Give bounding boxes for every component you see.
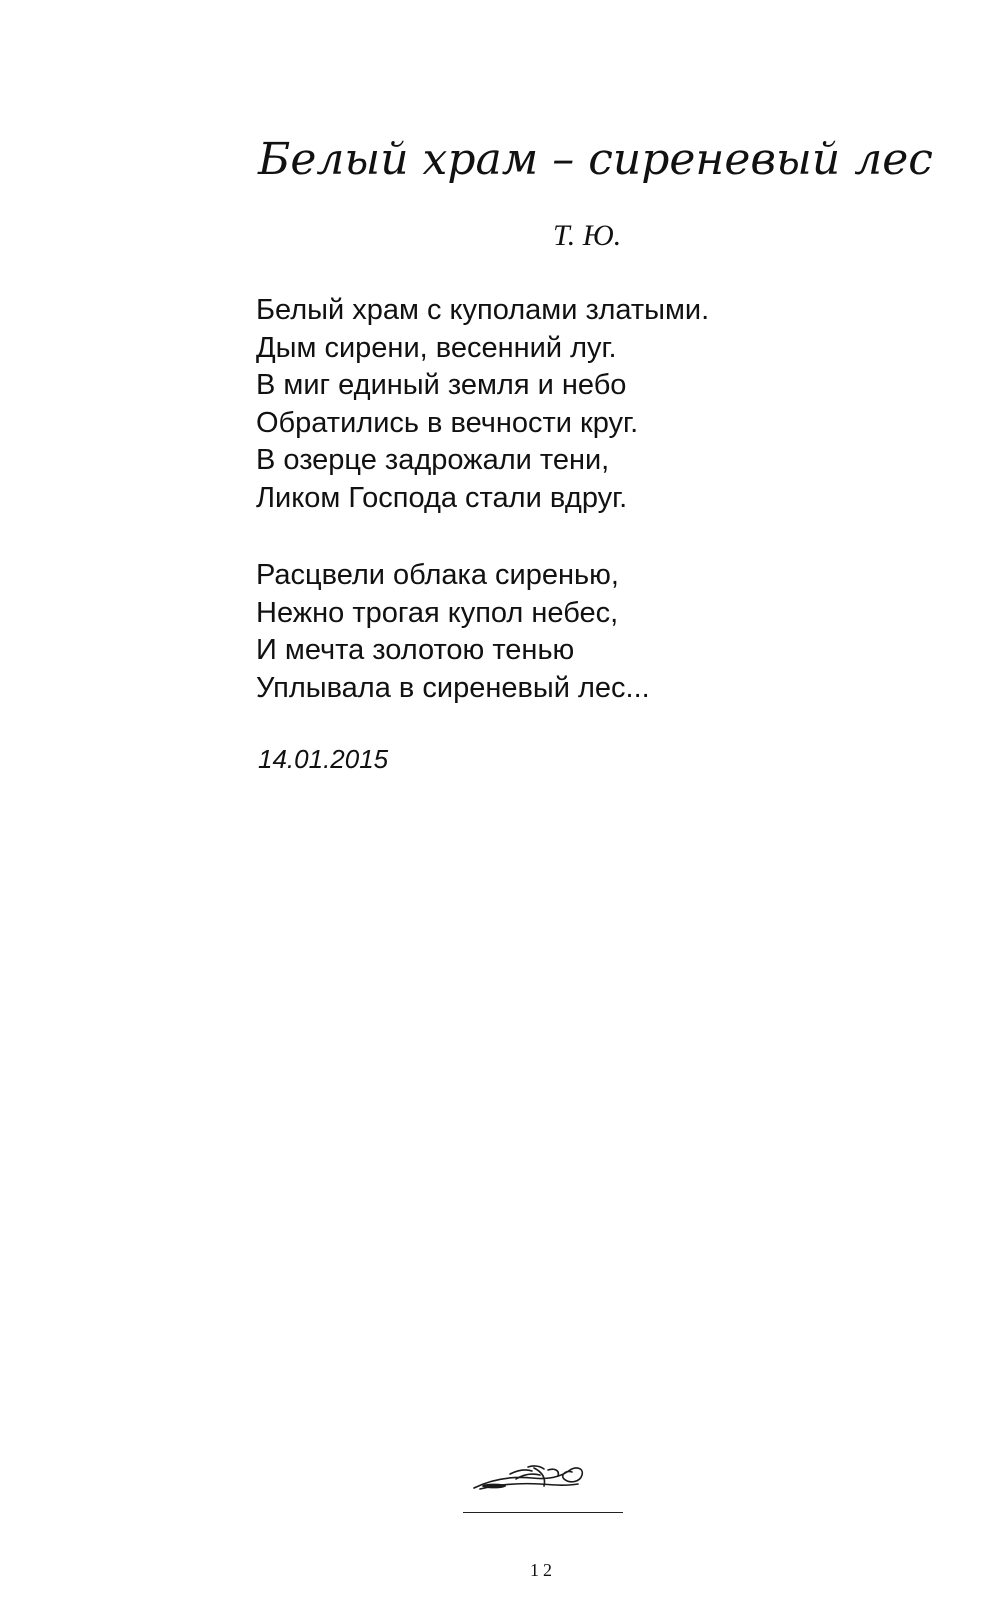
poem-stanza-1: [256, 292, 709, 517]
poem-line: Ликом Господа стали вдруг.: [256, 481, 628, 514]
poem-date: 14.01.2015: [258, 744, 389, 774]
poem-line: Расцвели облака сиренью,: [256, 559, 619, 591]
poem-stanza-2: [256, 557, 650, 707]
poem-line: Уплывала в сиреневый лес...: [256, 671, 650, 704]
poem-line: И мечта золотою тенью: [256, 634, 575, 666]
poem-line: Нежно трогая купол небес,: [256, 596, 619, 629]
poem-line: Обратились в вечности круг.: [256, 406, 639, 439]
poem-line: В озерце задрожали тени,: [256, 444, 610, 476]
page-number: 12: [530, 1560, 556, 1580]
poem-line: Дым сирени, весенний луг.: [256, 331, 617, 364]
flourish-ornament-icon: [470, 1458, 600, 1498]
poem-title: Белый храм – сиреневый лес: [258, 134, 933, 185]
footer-divider: [463, 1512, 623, 1513]
poem-line: Белый храм с куполами златыми.: [256, 294, 710, 326]
poem-line: В миг единый земля и небо: [256, 369, 627, 401]
poem-dedication: Т. Ю.: [553, 219, 622, 252]
